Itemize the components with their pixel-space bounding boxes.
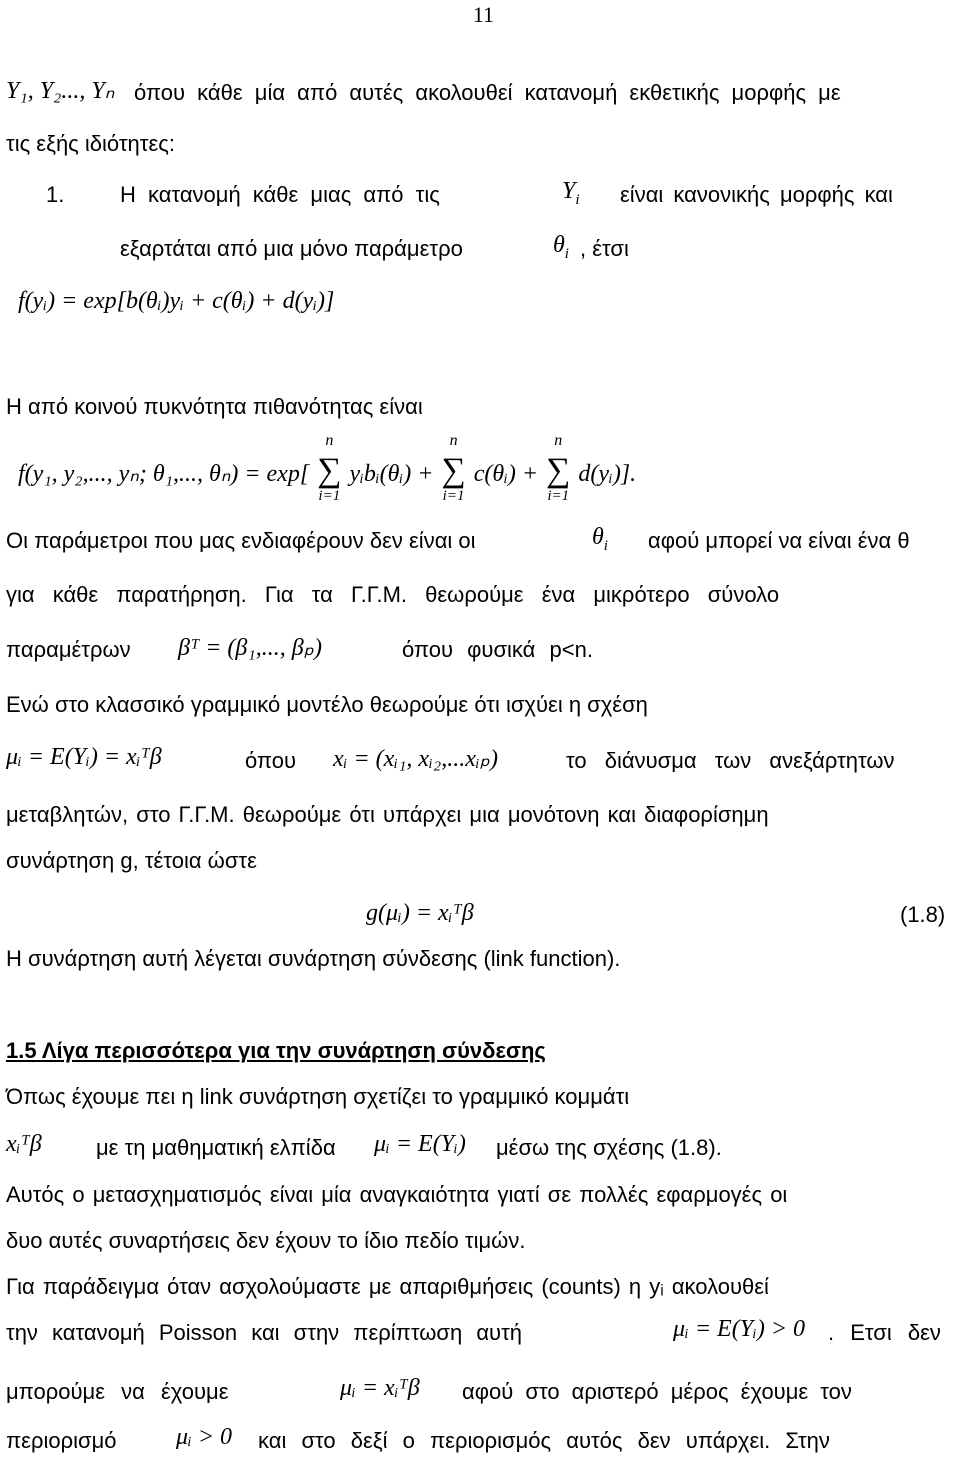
text-line: Η κατανομή κάθε μιας από τις bbox=[120, 182, 440, 207]
text-line: Όπως έχουμε πει η link συνάρτηση σχετίζει το γραμμικό κομμάτι bbox=[6, 1084, 630, 1109]
math-y-sequence: Y₁, Y₂..., Yₙ bbox=[6, 78, 115, 104]
text-line: το διάνυσμα των ανεξάρτητων bbox=[566, 748, 895, 773]
equation-density: f(yᵢ) = exp[b(θᵢ)yᵢ + c(θᵢ) + d(yᵢ)] bbox=[18, 288, 335, 314]
section-heading: 1.5 Λίγα περισσότερα για την συνάρτηση σύνδεσης bbox=[6, 1038, 546, 1063]
math-mean: μᵢ = E(Yᵢ) = xᵢᵀβ bbox=[6, 744, 162, 770]
text-line: εξαρτάται από μια μόνο παράμετρο bbox=[120, 236, 463, 261]
page-number: 11 bbox=[472, 2, 494, 27]
text-line: . Ετσι δεν bbox=[828, 1320, 941, 1345]
text-line: συνάρτηση g, τέτοια ώστε bbox=[6, 848, 257, 873]
math-beta-vector: βᵀ = (β₁,..., βₚ) bbox=[178, 635, 322, 661]
text-line: , έτσι bbox=[580, 236, 629, 261]
text-line: Αυτός ο μετασχηματισμός είναι μία αναγκαιότητα γιατί σε πολλές εφαρμογές οι bbox=[6, 1182, 788, 1207]
sum-symbol: n ∑ i=1 bbox=[317, 432, 342, 504]
text-line: Για παράδειγμα όταν ασχολούμαστε με απαριθμήσεις (counts) η yᵢ ακολουθεί bbox=[6, 1274, 769, 1299]
text-line: είναι κανονικής μορφής και bbox=[620, 182, 893, 207]
text-line: όπου bbox=[245, 748, 297, 773]
sum-symbol: n ∑ i=1 bbox=[546, 432, 571, 504]
equation-joint-density: f(y₁, y₂,..., yₙ; θ₁,..., θₙ) = exp[ n ∑ i=1 yᵢbᵢ(θᵢ) + n ∑ i=1 c(θᵢ) + n ∑ i=1 d(yᵢ)]. bbox=[18, 432, 637, 504]
text-line: μέσω της σχέσης (1.8). bbox=[496, 1135, 722, 1160]
math-mean: μᵢ = E(Yᵢ) bbox=[374, 1131, 466, 1157]
text-line: και στο δεξί ο περιορισμός αυτός δεν υπάρχει. Στην bbox=[258, 1428, 830, 1453]
math-theta: $\theta_i$ bbox=[553, 232, 569, 262]
text-line: Ενώ στο κλασσικό γραμμικό μοντέλο θεωρούμε ότι ισχύει η σχέση bbox=[6, 692, 648, 717]
text-line: για κάθε παρατήρηση. Για τα Γ.Γ.Μ. θεωρούμε ένα μικρότερο σύνολο bbox=[6, 582, 780, 607]
text-line: την κατανομή Poisson και στην περίπτωση αυτή bbox=[6, 1320, 523, 1345]
equation-number: (1.8) bbox=[900, 902, 946, 927]
text-line: μεταβλητών, στο Γ.Γ.Μ. θεωρούμε ότι υπάρχει μια μονότονη και διαφορίσημη bbox=[6, 802, 769, 827]
math-x-vector: xᵢ = (xᵢ₁, xᵢ₂,...xᵢₚ) bbox=[333, 746, 498, 772]
text-line: παραμέτρων bbox=[6, 637, 131, 662]
text-line: δυο αυτές συναρτήσεις δεν έχουν το ίδιο πεδίο τιμών. bbox=[6, 1228, 526, 1253]
text-line: Η συνάρτηση αυτή λέγεται συνάρτηση σύνδεσης (link function). bbox=[6, 946, 621, 971]
text-line: περιορισμό bbox=[6, 1428, 117, 1453]
text-line: αφού στο αριστερό μέρος έχουμε τον bbox=[462, 1379, 852, 1404]
text-line: όπου κάθε μία από αυτές ακολουθεί κατανομή εκθετικής μορφής με bbox=[134, 80, 841, 105]
equation-link: g(μᵢ) = xᵢᵀβ bbox=[366, 900, 474, 926]
text-line: όπου φυσικά p<n. bbox=[402, 637, 593, 662]
text-line: με τη μαθηματική ελπίδα bbox=[96, 1135, 336, 1160]
text-line: μπορούμε να έχουμε bbox=[6, 1379, 229, 1404]
text-line: Η από κοινού πυκνότητα πιθανότητας είναι bbox=[6, 394, 423, 419]
text-line: τις εξής ιδιότητες: bbox=[6, 131, 175, 156]
math-y: $Y_i$ bbox=[562, 178, 580, 208]
text-line: αφού μπορεί να είναι ένα θ bbox=[648, 528, 910, 553]
math-theta: $\theta_i$ bbox=[592, 524, 608, 554]
text-line: Οι παράμετροι που μας ενδιαφέρουν δεν είναι οι bbox=[6, 528, 476, 553]
list-marker: 1. bbox=[46, 182, 65, 207]
sum-symbol: n ∑ i=1 bbox=[441, 432, 466, 504]
math-positive-mean: μᵢ = E(Yᵢ) > 0 bbox=[673, 1316, 806, 1342]
math-constraint: μᵢ > 0 bbox=[176, 1424, 233, 1450]
math-linear-predictor: xᵢᵀβ bbox=[6, 1131, 42, 1157]
math-identity-link: μᵢ = xᵢᵀβ bbox=[340, 1375, 420, 1401]
